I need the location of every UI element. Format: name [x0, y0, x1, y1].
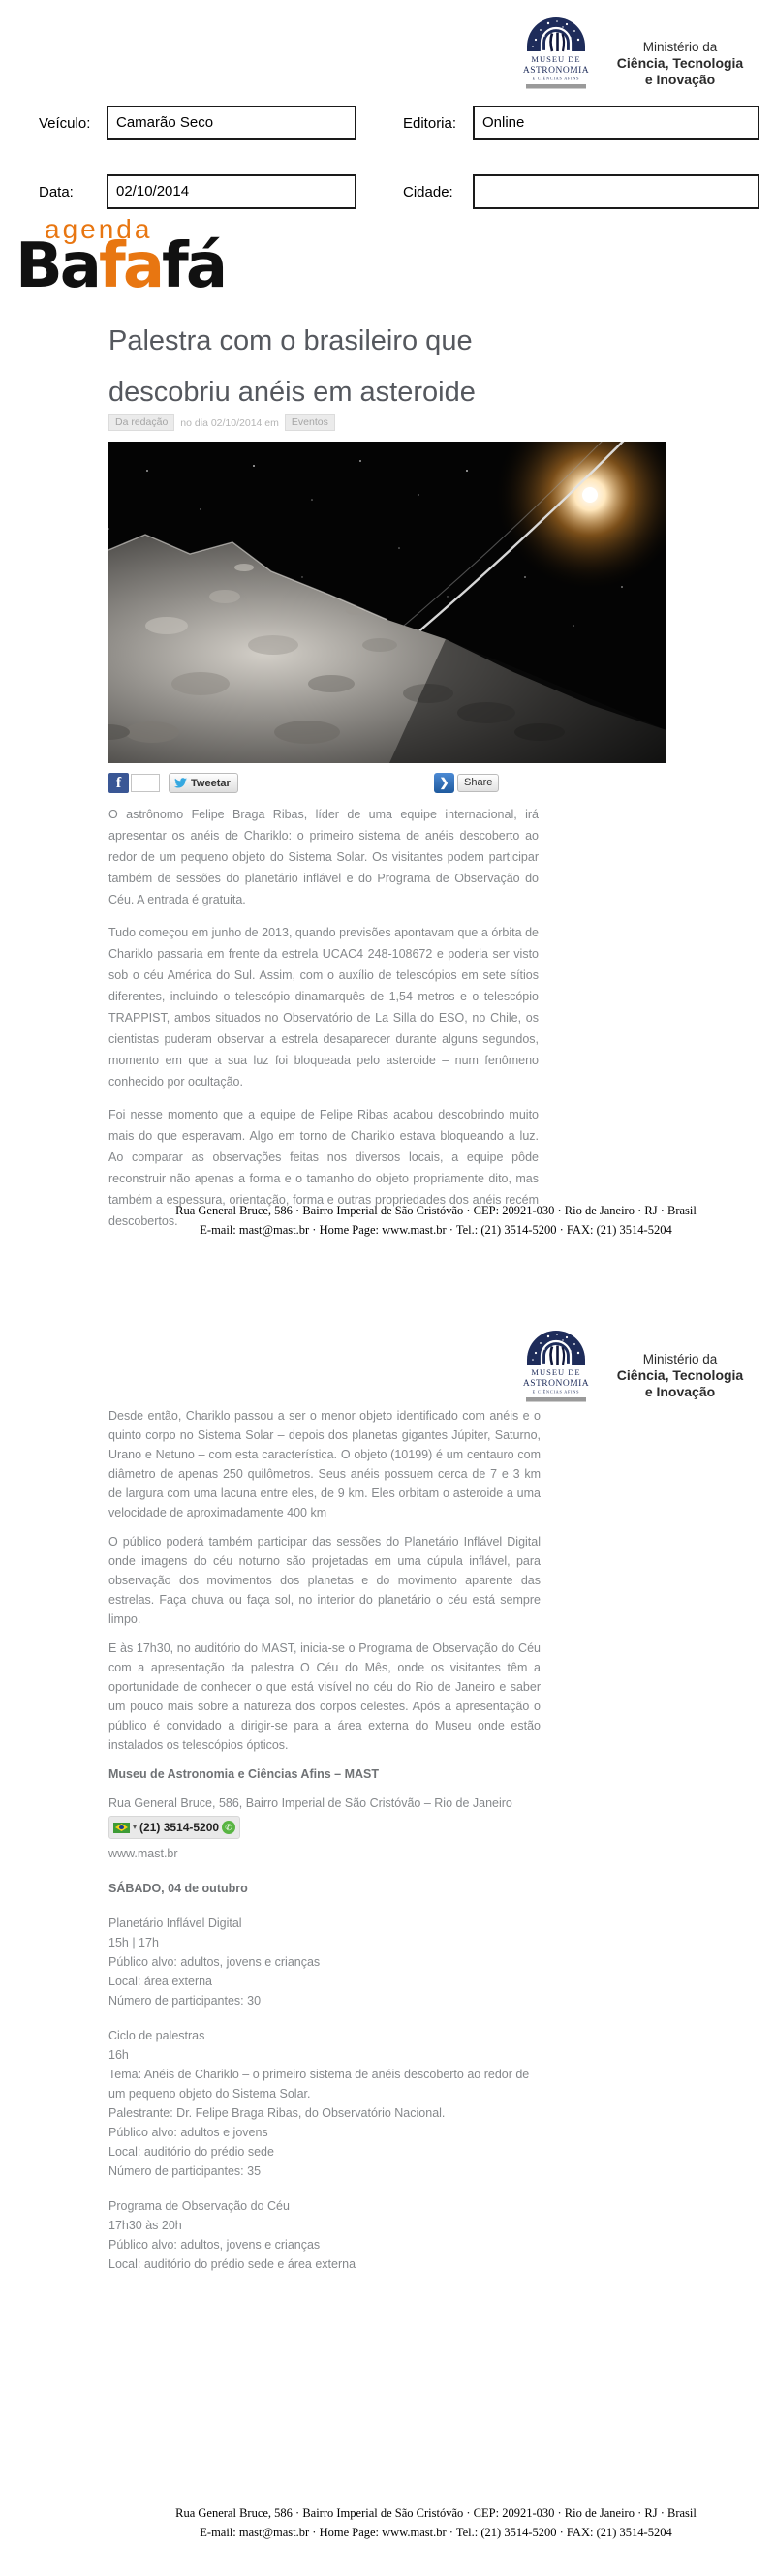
paragraph: Tudo começou em junho de 2013, quando previsões apontavam que a órbita de Chariklo passaria em frente da estrela UCAC4 248-108672 e poderia ser visto sob o céu América do Sul. Assim, com o auxílio de telescópios em sete sítios diferentes, incluindo o telescópio dinamarquês de 1,54 metros e o telescópio TRAPPIST, ambos situados no Observatório de La Silla do ESO, no Chile, os cientistas puderam observar a estrela desaparecer durante alguns segundos, momento em que a sua luz foi bloqueada pelo asteroide – num fenômeno conhecido por ocultação.	[108, 926, 539, 1089]
mast-logo	[520, 15, 592, 92]
page2-footer	[92, 2503, 775, 2542]
bafafa-word: Bafafá	[16, 230, 226, 302]
event-speaker: Palestrante: Dr. Felipe Braga Ribas, do Observatório Nacional.	[108, 2106, 446, 2120]
saturday-heading: SÁBADO, 04 de outubro	[108, 1882, 248, 1895]
skype-phone-widget[interactable]	[108, 1816, 240, 1839]
page1-footer	[92, 1201, 775, 1240]
asteroid-rings-photo	[108, 442, 666, 763]
agenda-word: agenda	[45, 214, 153, 244]
footer-address-line: Rua General Bruce, 586 · Bairro Imperial de São Cristóvão · CEP: 20921-030 · Rio de Janeiro · RJ · Brasil	[175, 1204, 697, 1217]
tweet-button[interactable]	[169, 773, 238, 793]
event-title: Programa de Observação do Céu	[108, 2199, 290, 2213]
ministry-line3: e Inovação	[644, 1384, 716, 1399]
ministry-line3: e Inovação	[644, 72, 716, 87]
event-title: Ciclo de palestras	[108, 2029, 205, 2042]
veiculo-field[interactable]: Camarão Seco	[107, 106, 356, 140]
event-audience: Público alvo: adultos, jovens e crianças	[108, 2238, 321, 2252]
cidade-label: Cidade:	[403, 184, 453, 200]
paragraph: O público poderá também participar das sessões do Planetário Inflável Digital onde imagens do céu noturno são projetadas em uma cúpula inflável, para observação dos movimentos dos planetas e do movimento aparente das estrelas. Faça chuva ou faça sol, no interior do planetário o céu está sempre limpo.	[108, 1535, 541, 1626]
cidade-field[interactable]	[473, 174, 760, 209]
event-audience: Público alvo: adultos e jovens	[108, 2126, 268, 2139]
event-audience: Público alvo: adultos, jovens e crianças	[108, 1955, 321, 1969]
website-link[interactable]: www.mast.br	[108, 1847, 178, 1860]
brazil-flag-icon	[113, 1823, 130, 1833]
mast-heading: Museu de Astronomia e Ciências Afins – MAST	[108, 1767, 379, 1781]
meta-date-text: no dia 02/10/2014 em	[180, 416, 279, 429]
twitter-bird-icon	[174, 778, 187, 788]
footer-contact-line: E-mail: mast@mast.br · Home Page: www.mast.br · Tel.: (21) 3514-5200 · FAX: (21) 3514-5204	[200, 1223, 672, 1237]
data-label: Data:	[39, 184, 74, 200]
editoria-field[interactable]: Online	[473, 106, 760, 140]
social-share-row	[108, 773, 538, 796]
event-block-palestras	[108, 2026, 541, 2181]
event-time: 16h	[108, 2048, 129, 2062]
event-block-planetario	[108, 1914, 541, 2010]
ministry-line1: Ministério da	[642, 1352, 718, 1366]
logo-text-line3: E CIÊNCIAS AFINS	[532, 1389, 580, 1395]
call-icon[interactable]: ✆	[222, 1821, 235, 1834]
paragraph: E às 17h30, no auditório do MAST, inicia-se o Programa de Observação do Céu com a apresentação da palestra O Céu do Mês, onde os visitantes têm a oportunidade de conhecer o que está visível no céu do Rio de Janeiro e saber um pouco mais sobre a natureza dos corpos celestes. Após a apresentação o público é convidado a dirigir-se para a área externa do Museu onde estão instalados os telescópios ópticos.	[108, 1641, 541, 1752]
article-body-page1	[108, 804, 539, 1243]
article-title-line2: descobriu anéis em asteroide	[108, 377, 476, 408]
facebook-like-icon[interactable]: f	[108, 773, 129, 793]
ministry-wordmark	[599, 39, 761, 88]
logo-text-line1: MUSEU DE	[531, 1367, 581, 1377]
event-location: Local: auditório do prédio sede	[108, 2145, 274, 2159]
footer-address-line: Rua General Bruce, 586 · Bairro Imperial de São Cristóvão · CEP: 20921-030 · Rio de Janeiro · RJ · Brasil	[175, 2506, 697, 2520]
article-meta	[108, 414, 335, 431]
category-badge[interactable]: Eventos	[285, 414, 335, 431]
author-badge[interactable]: Da redação	[108, 414, 174, 431]
ministry-line2: Ciência, Tecnologia	[616, 1367, 744, 1383]
event-location: Local: área externa	[108, 1975, 213, 1988]
event-time: 15h | 17h	[108, 1936, 159, 1949]
event-theme: Tema: Anéis de Chariklo – o primeiro sistema de anéis descoberto ao redor de um pequeno objeto do Sistema Solar.	[108, 2068, 530, 2101]
event-participants: Número de participantes: 35	[108, 2164, 262, 2178]
logo-text-line3: E CIÊNCIAS AFINS	[532, 76, 580, 81]
paragraph: Foi nesse momento que a equipe de Felipe Ribas acabou descobrindo muito mais do que esperavam. Algo em torno de Chariklo estava bloqueando a luz. Ao comparar as observações feitas nos diversos locais, a equipe pôde reconstruir não apenas a forma e o tamanho do objeto propriamente dito, mas também a espessura, orientação, forma e outras propriedades dos anéis recém descobertos.	[108, 1108, 539, 1228]
paragraph: O astrônomo Felipe Braga Ribas, líder de uma equipe internacional, irá apresentar os anéis de Chariklo: o primeiro sistema de anéis descoberto ao redor de um pequeno objeto do Sistema Solar. Os visitantes podem participar também de sessões do planetário inflável e do Programa de Observação do Céu. A entrada é gratuita.	[108, 808, 539, 906]
event-participants: Número de participantes: 30	[108, 1994, 262, 2008]
event-block-observacao	[108, 2196, 541, 2274]
paragraph: Desde então, Chariklo passou a ser o menor objeto identificado com anéis e o quinto corpo no Sistema Solar – depois dos planetas gigantes Júpiter, Saturno, Urano e Netuno – com esta característica. O objeto (10199) é um centauro com diâmetro de apenas 250 quilômetros. Seus anéis possuem cerca de 7 e 3 km de largura com uma lacuna entre eles, de 9 km. Eles orbitam o asteroide a uma velocidade de aproximadamente 400 km	[108, 1409, 541, 1519]
chevron-down-icon[interactable]: ▾	[133, 1823, 138, 1831]
share-widget[interactable]	[434, 773, 499, 793]
phone-number[interactable]: (21) 3514-5200	[140, 1821, 220, 1834]
editoria-label: Editoria:	[403, 115, 457, 132]
facebook-like-count-box	[131, 774, 160, 792]
footer-contact-line: E-mail: mast@mast.br · Home Page: www.mast.br · Tel.: (21) 3514-5200 · FAX: (21) 3514-5204	[200, 2526, 672, 2539]
mast-logo	[520, 1328, 592, 1405]
phone-row	[108, 1816, 541, 1839]
ministry-line1: Ministério da	[642, 40, 718, 54]
tweet-button-label: Tweetar	[191, 777, 231, 789]
logo-text-line2: ASTRONOMIA	[522, 1379, 590, 1389]
event-title: Planetário Inflável Digital	[108, 1917, 242, 1930]
ministry-line2: Ciência, Tecnologia	[616, 55, 744, 71]
article-body-page2	[108, 1406, 541, 2289]
logo-text-line2: ASTRONOMIA	[522, 66, 590, 76]
article-title-line1: Palestra com o brasileiro que	[108, 325, 473, 356]
mast-address: Rua General Bruce, 586, Bairro Imperial de São Cristóvão – Rio de Janeiro	[108, 1796, 512, 1810]
data-field[interactable]: 02/10/2014	[107, 174, 356, 209]
share-button[interactable]: Share	[457, 774, 499, 792]
event-location: Local: auditório do prédio sede e área externa	[108, 2257, 356, 2271]
event-time: 17h30 às 20h	[108, 2219, 182, 2232]
logo-text-line1: MUSEU DE	[531, 54, 581, 64]
share-icon[interactable]: ❯	[434, 773, 454, 793]
article-title	[108, 316, 564, 418]
veiculo-label: Veículo:	[39, 115, 91, 132]
ministry-wordmark	[599, 1351, 761, 1400]
